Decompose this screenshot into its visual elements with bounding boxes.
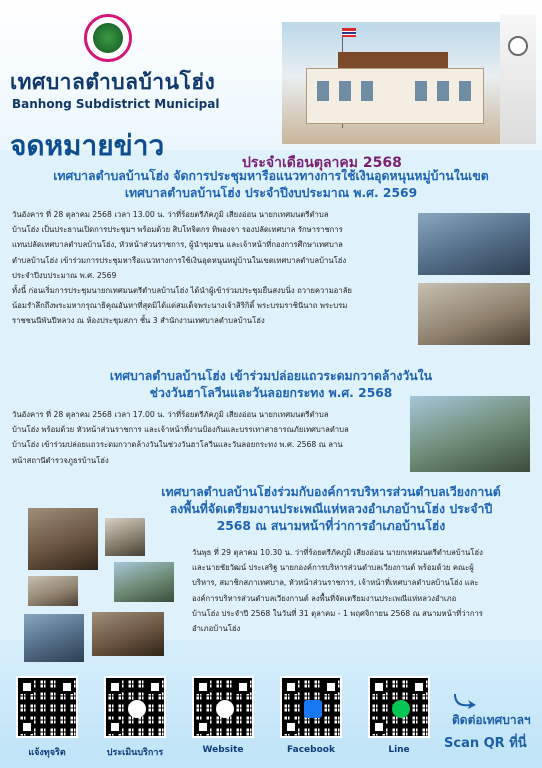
- qr-label-website: Website: [202, 745, 244, 755]
- body-line: แทนปลัดเทศบาลตำบลบ้านโฮ่ง, หัวหน้าส่วนราชการ, ผู้นำชุมชน และเจ้าหน้าที่กองการศึกษาเทศบาล: [12, 240, 343, 250]
- meeting-photo-2: [418, 283, 530, 345]
- article-1-headline: [0, 168, 542, 202]
- qr-label-line: Line: [388, 745, 410, 755]
- body-line: บริหาร, สมาชิกสภาเทศบาล, หัวหน้าส่วนราชการ, เจ้าหน้าที่เทศบาลตำบลบ้านโฮ่ง และ: [192, 578, 479, 588]
- contact-text: ติดต่อเทศบาลฯ: [452, 713, 531, 727]
- headline-line: เทศบาลตำบลบ้านโฮ่ง เข้าร่วมปล่อยแถวระดมกวาดล้างวันใน: [109, 369, 433, 383]
- event-photo-4: [28, 576, 78, 606]
- body-line: ประจำปีงบประมาณ พ.ศ. 2569: [12, 270, 117, 280]
- body-line: บ้านโฮ่ง ประจำปี 2568 ในวันที่ 31 ตุลาคม - 1 พฤศจิกายน 2568 ณ สนามหน้าที่ว่าการ: [192, 608, 483, 618]
- article-1-body: [12, 207, 410, 329]
- event-photo-3: [114, 562, 174, 602]
- municipal-office-photo: [282, 22, 508, 144]
- crackdown-photo: [410, 396, 530, 472]
- event-photo-2: [105, 518, 145, 556]
- body-line: วันพุธ ที่ 29 ตุลาคม 10.30 น. ว่าที่ร้อยตรีภัคภูมิ เสียงอ่อน นายกเทศมนตรีตำบลบ้านโฮ่ง: [192, 548, 483, 557]
- event-photo-6: [92, 612, 164, 656]
- body-line: ทั้งนี้ ก่อนเริ่มการประชุมนายกเทศมนตรีตำบลบ้านโฮ่ง ได้นำผู้เข้าร่วมประชุมยืนสงบนิ่ง ถวายความอาลัย: [12, 286, 352, 296]
- body-line: บ้านโฮ่ง พร้อมด้วย หัวหน้าส่วนราชการ และเจ้าหน้าที่งานป้องกันและบรรเทาสาธารณภัยเทศบาลตำบล: [12, 425, 349, 435]
- body-line: น้อมรำลึกถึงพระมหากรุณาธิคุณอันหาที่สุดมิได้แด่สมเด็จพระนางเจ้าสิริกิติ์ พระบรมราชินีนาถ พระบรม: [12, 301, 348, 311]
- meeting-photo-1: [418, 213, 530, 275]
- org-name-english: Banhong Subdistrict Municipal: [12, 97, 220, 111]
- body-line: วันอังคาร ที่ 28 ตุลาคม 2568 เวลา 13.00 น. ว่าที่ร้อยตรีภัคภูมิ เสียงอ่อน นายกเทศมนตรีตำบล: [12, 210, 329, 219]
- headline-line: 2568 ณ สนามหน้าที่ว่าการอำเภอบ้านโฮ่ง: [216, 519, 446, 533]
- body-line: บ้านโฮ่ง เข้าร่วมปล่อยแถวระดมกวาดล้างวันในช่วงวันฮาโลวีนและวันลอยกระทง พ.ศ. 2568 ณ ลาน: [12, 440, 343, 450]
- article-3-headline: [120, 484, 542, 535]
- qr-label-evaluation: ประเมินบริการ: [106, 748, 164, 758]
- body-line: ตำบลบ้านโฮ่ง เข้าร่วมการประชุมหารือแนวทางการใช้เงินอุดหนุนหมู่บ้านในเขตเทศบาลตำบลบ้านโฮ่ง: [12, 255, 347, 265]
- body-line: หน้าสถานีตำรวจภูธรบ้านโฮ่ง: [12, 455, 109, 465]
- article-3-body: [192, 545, 532, 636]
- issue-month: ประจำเดือนตุลาคม 2568: [242, 155, 402, 171]
- body-line: วันอังคาร ที่ 28 ตุลาคม 2568 เวลา 17.00 น. ว่าที่ร้อยตรีภัคภูมิ เสียงอ่อน นายกเทศมนตรีตำบล: [12, 410, 329, 419]
- scan-qr-text: Scan QR ที่นี่: [444, 736, 527, 751]
- body-line: องค์การบริหารส่วนตำบลเวียงกานต์ ลงพื้นที่จัดเตรียมงานประเพณีแห่หลวงอำเภอ: [192, 593, 457, 603]
- qr-code-icon[interactable]: [16, 676, 78, 738]
- municipal-seal-logo: [84, 14, 132, 62]
- line-icon[interactable]: [368, 676, 430, 738]
- clock-tower-photo: [500, 14, 536, 144]
- body-line: อำเภอบ้านโฮ่ง: [192, 624, 241, 634]
- body-line: ราชชนนีพันปีหลวง ณ ห้องประชุมสภา ชั้น 3 สำนักงานเทศบาลตำบลบ้านโฮ่ง: [12, 316, 265, 326]
- body-line: บ้านโฮ่ง เป็นประธานเปิดการประชุมฯ พร้อมด้วย สิบโทจิตกร ทิพองจา รองปลัดเทศบาล รักษาราชการ: [12, 225, 343, 235]
- qr-label-facebook: Facebook: [287, 745, 335, 755]
- qr-code-icon[interactable]: [104, 676, 166, 738]
- clock-icon: [508, 36, 528, 56]
- thai-flag-icon: [342, 28, 356, 37]
- headline-line: เทศบาลตำบลบ้านโฮ่ง จัดการประชุมหารือแนวทางการใช้เงินอุดหนุนหมู่บ้านในเขต: [53, 169, 489, 183]
- headline-line: ลงพื้นที่จัดเตรียมงานประเพณีแห่หลวงอำเภอบ้านโฮ่ง ประจำปี: [169, 502, 493, 516]
- org-name-thai: เทศบาลตำบลบ้านโฮ่ง: [10, 70, 216, 94]
- newsletter-title: จดหมายข่าว: [10, 129, 165, 162]
- facebook-icon[interactable]: [280, 676, 342, 738]
- article-2-body: [12, 407, 410, 468]
- body-line: และนายชัยวัฒน์ ประเสริฐ นายกองค์การบริหารส่วนตำบลเวียงกานต์ พร้อมด้วย คณะผู้: [192, 563, 474, 573]
- event-photo-5: [24, 614, 84, 662]
- qr-label-report: แจ้งทุจริต: [28, 748, 66, 758]
- headline-line: ช่วงวันฮาโลวีนและวันลอยกระทง พ.ศ. 2568: [149, 386, 393, 400]
- event-photo-1: [28, 508, 98, 570]
- qr-code-icon[interactable]: [192, 676, 254, 738]
- headline-line: เทศบาลตำบลบ้านโฮ่ง ประจำปีงบประมาณ พ.ศ. 2569: [124, 186, 418, 200]
- headline-line: เทศบาลตำบลบ้านโฮ่งร่วมกับองค์การบริหารส่วนตำบลเวียงกานต์: [161, 485, 501, 499]
- pointing-arrow-icon: [452, 690, 480, 710]
